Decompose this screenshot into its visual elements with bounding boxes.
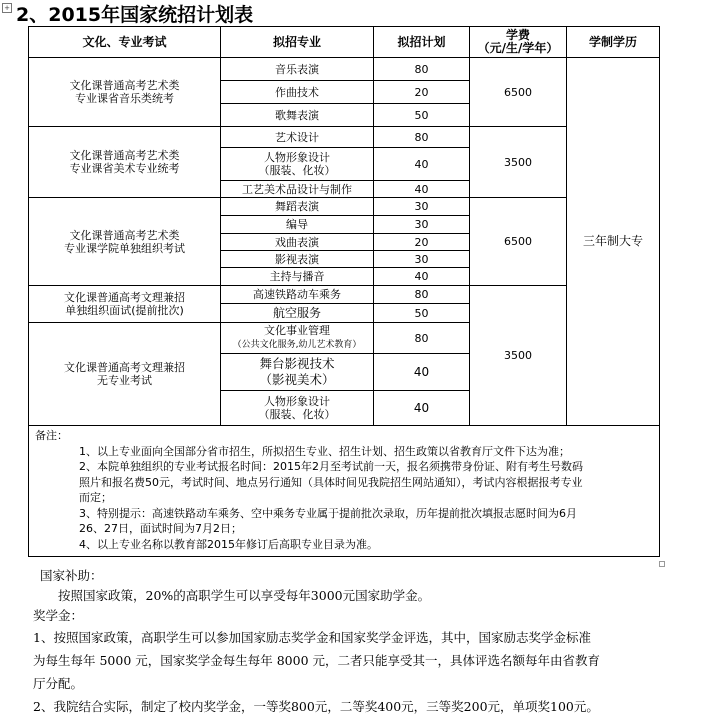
plan-cell: 40	[374, 391, 470, 426]
plan-cell: 30	[374, 251, 470, 268]
section-heading: 2、2015年国家统招计划表	[16, 4, 254, 26]
plan-cell: 40	[374, 354, 470, 391]
aid-title: 国家补助：	[40, 568, 103, 583]
fee-cell: 6500	[470, 58, 567, 127]
major-cell: 影视表演	[221, 251, 374, 268]
exam-cell: 文化课普通高考文理兼招 无专业考试	[29, 323, 221, 426]
major-cell: 高速铁路动车乘务	[221, 286, 374, 304]
scholarship-p1b: 为每生每年 5000 元，国家奖学金每生每年 8000 元，二者只能享受其一，具体评选名额每年由省教育	[33, 653, 601, 668]
major-cell: 艺术设计	[221, 127, 374, 148]
major-cell: 人物形象设计 （服装、化妆）	[221, 391, 374, 426]
plan-cell: 20	[374, 234, 470, 251]
exam-cell: 文化课普通高考艺术类 专业课学院单独组织考试	[29, 198, 221, 286]
header-major: 拟招专业	[221, 27, 374, 58]
scholarship-p1a: 1、按照国家政策，高职学生可以参加国家励志奖学金和国家奖学金评选，其中，国家励志奖学金标准	[33, 630, 591, 645]
major-cell: 音乐表演	[221, 58, 374, 81]
note-2b: 照片和报名费50元，考试时间、地点另行通知（具体时间见我院招生网站通知），考试内容根据报考专业	[79, 475, 583, 489]
plan-cell: 30	[374, 198, 470, 216]
exam-cell: 文化课普通高考艺术类 专业课省美术专业统考	[29, 127, 221, 198]
aid-text: 按照国家政策，20%的高职学生可以享受每年3000元国家助学金。	[58, 588, 431, 603]
exam-cell: 文化课普通高考艺术类 专业课省音乐类统考	[29, 58, 221, 127]
note-3a: 3、特别提示：高速铁路动车乘务、空中乘务专业属于提前批次录取，历年提前批次填报志愿时间为6月	[79, 506, 577, 520]
table-row	[29, 198, 660, 216]
major-cell: 航空服务	[221, 304, 374, 323]
header-fee-line2: （元/生/学年）	[477, 41, 559, 55]
header-exam: 文化、专业考试	[29, 27, 221, 58]
note-4: 4、以上专业名称以教育部2015年修订后高职专业目录为准。	[79, 537, 378, 551]
plan-cell: 80	[374, 127, 470, 148]
plan-cell: 50	[374, 104, 470, 127]
scholarship-title: 奖学金：	[33, 608, 84, 623]
fee-cell: 3500	[470, 127, 567, 198]
header-fee	[470, 27, 567, 58]
major-cell: 工艺美术品设计与制作	[221, 181, 374, 198]
scholarship-p2: 2、我院结合实际，制定了校内奖学金，一等奖800元，二等奖400元，三等奖200元，单项奖100元。	[33, 699, 599, 714]
plan-cell: 20	[374, 81, 470, 104]
notes-row	[29, 426, 660, 557]
header-plan: 拟招计划	[374, 27, 470, 58]
plan-cell: 40	[374, 148, 470, 181]
notes-cell	[29, 426, 660, 557]
major-cell: 编导	[221, 216, 374, 234]
plan-cell: 80	[374, 323, 470, 354]
plan-cell: 30	[374, 216, 470, 234]
plan-cell: 80	[374, 286, 470, 304]
header-fee-line1: 学费	[505, 28, 530, 42]
plan-cell: 50	[374, 304, 470, 323]
major-cell: 主持与播音	[221, 268, 374, 286]
plan-cell: 40	[374, 268, 470, 286]
note-1: 1、以上专业面向全国部分省市招生，所拟招生专业、招生计划、招生政策以省教育厅文件下达为准；	[79, 444, 570, 458]
major-cell: 戏曲表演	[221, 234, 374, 251]
table-row	[29, 127, 660, 148]
header-duration: 学制学历	[567, 27, 660, 58]
plan-cell: 40	[374, 181, 470, 198]
note-3b: 26、27日，面试时间为7月2日；	[79, 522, 242, 535]
duration-cell: 三年制大专	[567, 58, 660, 426]
major-cell: 作曲技术	[221, 81, 374, 104]
notes-title: 备注：	[35, 429, 68, 442]
major-cell: 文化事业管理 （公共文化服务,幼儿艺术教育）	[221, 323, 374, 354]
table-row	[29, 58, 660, 81]
plan-cell: 80	[374, 58, 470, 81]
table-row	[29, 286, 660, 304]
note-2a: 2、本院单独组织的专业考试报名时间：2015年2月至考试前一天，报名须携带身份证、附有考生号数码	[79, 460, 583, 473]
header-row	[29, 27, 660, 58]
note-2c: 而定；	[79, 491, 112, 504]
major-cell: 舞台影视技术 （影视美术）	[221, 354, 374, 391]
subsidy-section	[28, 566, 668, 718]
major-cell: 人物形象设计 （服装、化妆）	[221, 148, 374, 181]
major-cell: 舞蹈表演	[221, 198, 374, 216]
fee-cell: 3500	[470, 286, 567, 426]
fee-cell: 6500	[470, 198, 567, 286]
scholarship-p1c: 厅分配。	[33, 676, 84, 691]
enrollment-plan-table	[28, 26, 660, 557]
table-move-handle-icon[interactable]: +	[2, 3, 12, 13]
major-cell: 歌舞表演	[221, 104, 374, 127]
exam-cell: 文化课普通高考文理兼招 单独组织面试(提前批次)	[29, 286, 221, 323]
